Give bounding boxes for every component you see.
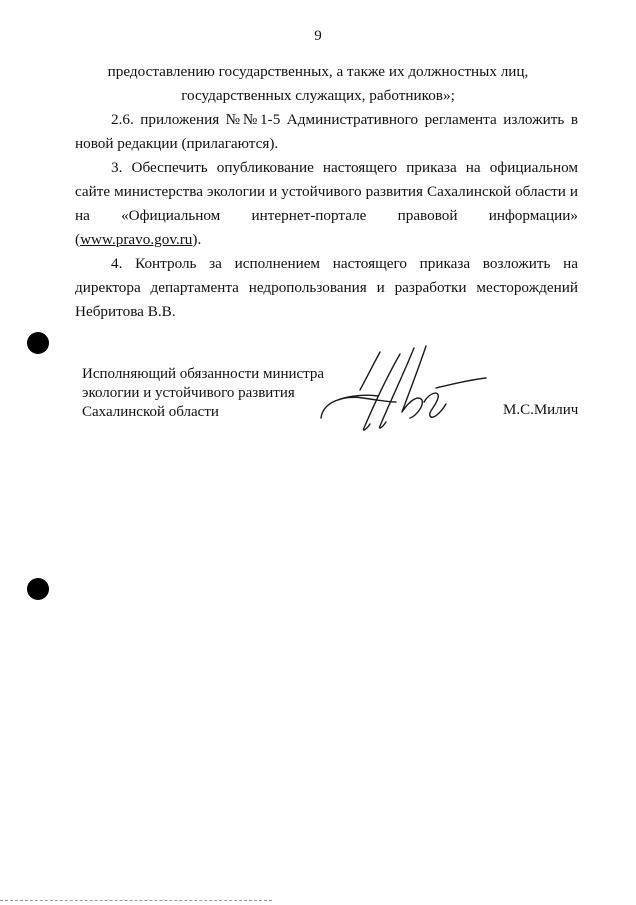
punch-hole	[27, 332, 49, 354]
handwritten-signature	[318, 340, 498, 435]
word: «Официальном	[121, 207, 221, 224]
scan-edge-line	[0, 900, 272, 901]
paragraph-2-6-line: 2.6. приложения №№1-5 Административного регламента изложить в	[111, 111, 578, 128]
paragraph-3-spaced-line	[75, 204, 578, 228]
word: информации»	[488, 207, 578, 224]
paragraph-4-end: Небритова В.В.	[75, 303, 176, 320]
punch-hole	[27, 578, 49, 600]
paragraph-4-line: 4. Контроль за исполнением настоящего приказа возложить на	[111, 255, 578, 272]
paren-close: ).	[192, 231, 202, 248]
word: на	[75, 207, 90, 224]
paragraph-4-line: директора департамента недропользования и разработки месторождений	[75, 279, 578, 296]
paragraph-3-line: 3. Обеспечить опубликование настоящего приказа на официальном	[111, 159, 578, 176]
signer-title-line: Сахалинской области	[82, 404, 219, 420]
paragraph-3-end	[75, 228, 201, 252]
text-line: предоставлению государственных, а также их должностных лиц,	[107, 63, 529, 80]
page-number: 9	[314, 28, 322, 44]
paren-open: (	[75, 231, 81, 248]
word: правовой	[397, 207, 458, 224]
signer-title-line: экологии и устойчивого развития	[82, 385, 295, 401]
text-line: государственных служащих, работников»;	[181, 87, 455, 104]
signer-name: М.С.Милич	[503, 402, 579, 418]
pravo-link[interactable]: www.pravo.gov.ru	[80, 231, 193, 248]
paragraph-2-6-end: новой редакции (прилагаются).	[75, 135, 279, 152]
signer-title-line: Исполняющий обязанности министра	[82, 366, 325, 382]
paragraph-3-line: сайте министерства экологии и устойчивого развития Сахалинской области и	[75, 183, 578, 200]
word: интернет-портале	[251, 207, 367, 224]
